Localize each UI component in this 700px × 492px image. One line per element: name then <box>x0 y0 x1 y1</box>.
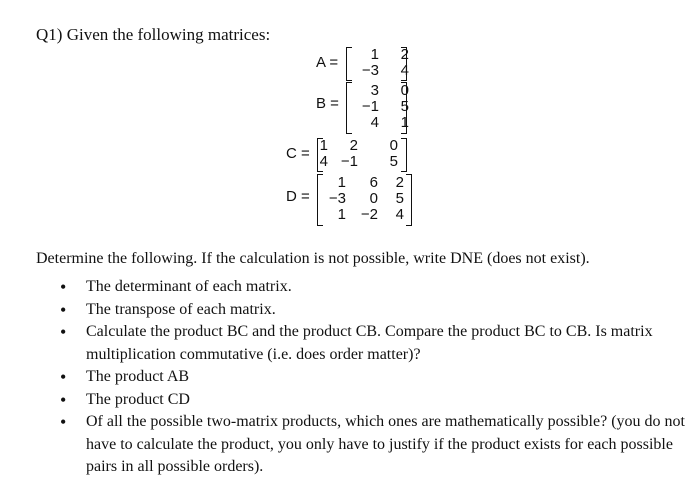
task-item: • The transpose of each matrix. <box>60 299 690 322</box>
task-item: • The determinant of each matrix. <box>60 276 690 299</box>
matrix-d-entry: 0 <box>369 190 378 207</box>
matrix-c-label: C = <box>286 145 310 162</box>
matrix-c-entry: 0 <box>389 137 398 154</box>
instructions-text: Determine the following. If the calculation is not possible, write DNE (does not exist). <box>36 250 590 267</box>
matrix-d-entry: 4 <box>395 206 404 223</box>
matrix-a-right-bracket <box>401 47 407 81</box>
matrix-c-entry: 4 <box>319 153 328 170</box>
task-item: • The product CD <box>60 389 690 412</box>
matrix-d-entry: 1 <box>337 174 346 191</box>
matrix-d-entry: 6 <box>369 174 378 191</box>
matrix-a-entry: 1 <box>370 46 379 63</box>
matrix-d-entry: 1 <box>337 206 346 223</box>
task-list <box>60 276 690 479</box>
matrix-d-entry: 5 <box>395 190 404 207</box>
matrix-d-entry: −2 <box>360 206 378 223</box>
matrix-c-right-bracket <box>401 138 407 172</box>
matrix-b-entry: 0 <box>400 82 409 99</box>
matrix-a-left-bracket <box>346 47 352 81</box>
matrix-b-left-bracket <box>346 82 352 134</box>
matrix-c-entry: 2 <box>349 137 358 154</box>
task-item: • Of all the possible two-matrix products, which ones are mathematically possible? (you do not have to calculate the product, you only have to justify if the product exists for each possible pairs in all possible orders). <box>60 411 690 479</box>
matrix-b-entry: 3 <box>370 82 379 99</box>
matrix-b-entry: 1 <box>400 114 409 131</box>
matrix-b-entry: −1 <box>361 98 379 115</box>
question-title: Q1) Given the following matrices: <box>36 25 271 44</box>
task-item: • The product AB <box>60 366 690 389</box>
matrix-b-entry: 4 <box>370 114 379 131</box>
task-item: • Calculate the product BC and the product CB. Compare the product BC to CB. Is matrix multiplication commutative (i.e. does order matter)? <box>60 321 690 366</box>
matrix-c-entries <box>312 138 398 170</box>
matrix-d-right-bracket <box>406 174 412 226</box>
matrix-d-entry: 2 <box>395 174 404 191</box>
matrix-a-entry: −3 <box>361 62 379 79</box>
matrix-c-entry: 1 <box>319 137 328 154</box>
matrix-a-entry: 4 <box>400 62 409 79</box>
matrix-a-entry: 2 <box>400 46 409 63</box>
matrix-d-entries <box>312 175 404 223</box>
matrix-d-label: D = <box>286 188 310 205</box>
matrix-c-entry: −1 <box>340 153 358 170</box>
matrix-b-entry: 5 <box>400 98 409 115</box>
matrix-a-label: A = <box>316 54 339 71</box>
matrix-b-right-bracket <box>401 82 407 134</box>
matrix-d-entry: −3 <box>328 190 346 207</box>
matrix-c-entry: 5 <box>389 153 398 170</box>
matrix-b-label: B = <box>316 95 339 112</box>
